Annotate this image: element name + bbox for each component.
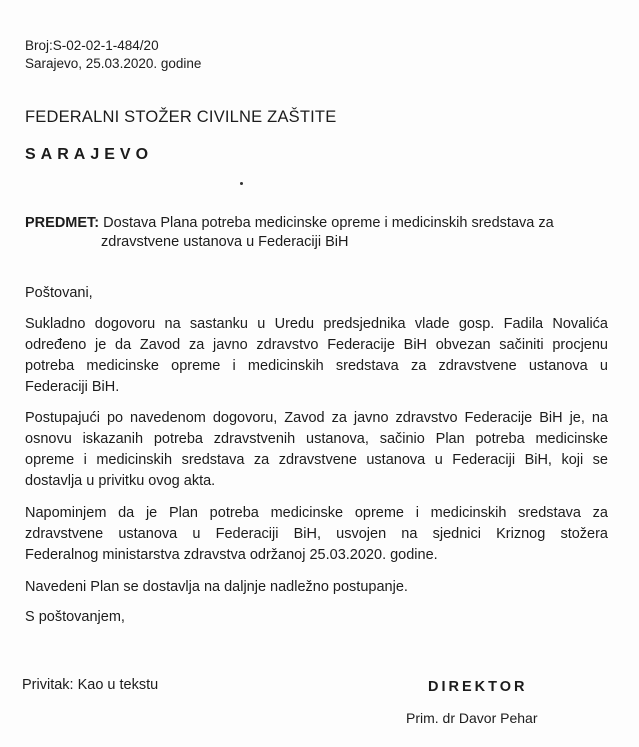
subject-text-1: Dostava Plana potreba medicinske opreme i medicinskih sredstava za <box>103 215 554 231</box>
subject-line-2: zdravstvene ustanova u Federaciji BiH <box>101 234 349 250</box>
paragraph-1-line-2: određeno je da Zavod za javno zdravstvo Federacije BiH obvezan sačiniti procjenu <box>25 337 608 353</box>
subject-line-1 <box>25 213 554 233</box>
greeting: Poštovani, <box>25 285 93 301</box>
paragraph-2-line-2: osnovu iskazanih potreba zdravstvenih ustanova, sačinio Plan potreba medicinske <box>25 431 608 447</box>
paragraph-3-line-1: Napominjem da je Plan potreba medicinske opreme i medicinskih sredstava za <box>25 505 608 521</box>
place-date: Sarajevo, 25.03.2020. godine <box>25 56 202 71</box>
stray-mark <box>240 182 243 185</box>
subject-label: PREDMET: <box>25 215 100 231</box>
paragraph-3-line-3: Federalnog ministarstva zdravstva održanoj 25.03.2020. godine. <box>25 547 438 563</box>
paragraph-2-line-3: opreme i medicinskih sredstava za zdravstvene ustanova u Federaciji BiH, koji se <box>25 452 608 468</box>
document-number: Broj:S-02-02-1-484/20 <box>25 38 159 53</box>
paragraph-2-line-4: dostavlja u privitku ovog akta. <box>25 473 216 489</box>
paragraph-1-line-4: Federaciji BiH. <box>25 379 120 395</box>
closing: S poštovanjem, <box>25 609 125 625</box>
recipient-name: FEDERALNI STOŽER CIVILNE ZAŠTITE <box>25 108 337 126</box>
attachment-note: Privitak: Kao u tekstu <box>22 677 159 693</box>
paragraph-2-line-1: Postupajući po navedenom dogovoru, Zavod za javno zdravstvo Federacije BiH je, na <box>25 410 608 426</box>
paragraph-1-line-1: Sukladno dogovoru na sastanku u Uredu predsjednika vlade gosp. Fadila Novalića <box>25 316 608 332</box>
paragraph-1-line-3: potreba medicinske opreme i medicinskih sredstava za zdravstvene ustanova u <box>25 358 608 374</box>
signature-name: Prim. dr Davor Pehar <box>406 710 538 726</box>
signature-title: DIREKTOR <box>428 679 528 695</box>
paragraph-4-line-1: Navedeni Plan se dostavlja na daljnje nadležno postupanje. <box>25 579 408 595</box>
paragraph-3-line-2: zdravstvene ustanova u Federaciji BiH, usvojen na sjednici Kriznog stožera <box>25 526 608 542</box>
recipient-city: SARAJEVO <box>25 146 154 163</box>
